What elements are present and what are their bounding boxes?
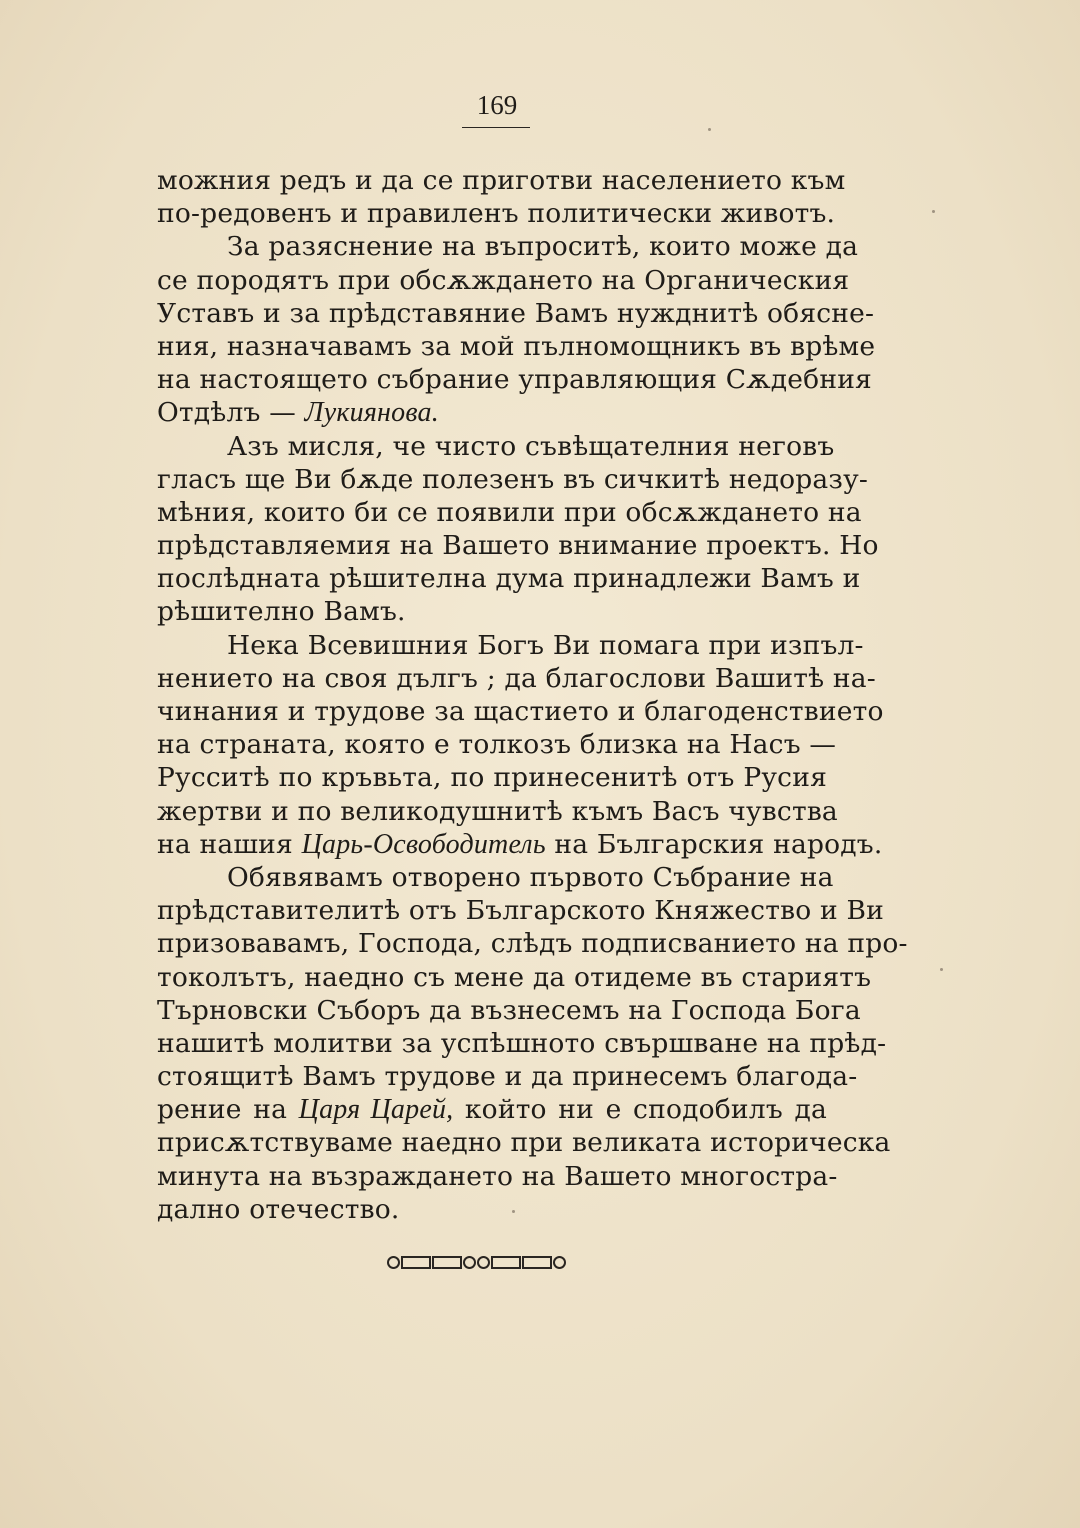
ornament-rect-icon — [522, 1256, 552, 1269]
text-line — [157, 994, 861, 1027]
text-run: прѣдставителитѣ отъ Българското Княжество и Ви — [157, 895, 884, 927]
text-run: жертви и по великодушнитѣ къмъ Васъ чувства — [157, 795, 838, 827]
text-line — [157, 761, 827, 794]
text-line — [157, 396, 827, 429]
text-line — [157, 230, 859, 263]
text-line — [157, 1060, 858, 1093]
page-number: 169 — [476, 90, 518, 120]
text-run: нашитѣ молитви за успѣшното свършване на прѣд- — [157, 1027, 887, 1059]
text-run: Отдѣлъ — — [157, 397, 305, 429]
paper-speck — [708, 128, 711, 131]
text-line — [157, 562, 861, 595]
text-line — [157, 795, 838, 828]
text-run: прѣдставляемия на Вашето внимание проектъ. Но — [157, 530, 879, 562]
text-line — [157, 330, 876, 363]
text-line — [157, 1093, 827, 1126]
text-line — [157, 927, 908, 960]
text-run: Обявявамъ отворено първото Събрание на — [227, 861, 834, 893]
text-run: по-редовенъ и правиленъ политически животъ. — [157, 198, 836, 230]
text-line — [157, 164, 846, 197]
text-line — [157, 695, 884, 728]
ornament-rect-icon — [432, 1256, 462, 1269]
text-line — [157, 297, 875, 330]
text-line — [157, 728, 837, 761]
italic-text-run: Царь-Освободитель — [301, 828, 546, 860]
text-line — [157, 197, 836, 230]
text-run: дално отечество. — [157, 1193, 400, 1225]
text-run: Търновски Съборъ да възнесемъ на Господа Бога — [157, 994, 861, 1026]
text-run: послѣдната рѣшителна дума принадлежи Вамъ и — [157, 563, 861, 595]
text-run: рѣшително Вамъ. — [157, 596, 406, 628]
text-run: минута на възраждането на Вашето многостра- — [157, 1160, 838, 1192]
italic-text-run: Царя Царей, — [298, 1094, 454, 1126]
ornament-circle-icon — [387, 1256, 400, 1269]
text-line — [157, 629, 864, 662]
text-line — [157, 1160, 838, 1193]
paper-speck — [512, 1210, 515, 1213]
ornament-circle-icon — [553, 1256, 566, 1269]
text-line — [157, 595, 827, 628]
text-run: на настоящето събрание управляющия Сѫдебния — [157, 364, 872, 396]
text-run: мѣния, които би се появили при обсѫждането на — [157, 496, 862, 528]
text-line — [157, 861, 834, 894]
ornament-rect-icon — [491, 1256, 521, 1269]
text-run: се породятъ при обсѫждането на Органическия — [157, 264, 850, 296]
text-run: гласъ ще Ви бѫде полезенъ въ сичкитѣ недоразу- — [157, 463, 869, 495]
paper-speck — [940, 968, 943, 971]
text-run: който ни е сподобилъ да — [453, 1094, 827, 1126]
text-line — [157, 662, 876, 695]
body-text — [157, 164, 908, 1226]
text-run: ния, назначавамъ за мой пълномощникъ въ врѣме — [157, 330, 876, 362]
text-line — [157, 1027, 887, 1060]
ornament-circle-icon — [463, 1256, 476, 1269]
text-line — [157, 894, 884, 927]
text-run: рение на — [157, 1094, 299, 1126]
text-line — [157, 961, 872, 994]
text-line — [157, 1126, 891, 1159]
end-ornament — [387, 1251, 587, 1273]
text-run: Нека Всевишния Богъ Ви помага при изпъл- — [227, 629, 864, 661]
text-run: За разяснение на въпроситѣ, които може да — [227, 231, 859, 263]
text-line — [157, 828, 883, 861]
ornament-circle-icon — [477, 1256, 490, 1269]
text-run: токолътъ, наедно съ мене да отидеме въ стариятъ — [157, 961, 872, 993]
text-run: призовавамъ, Господа, слѣдъ подписванието на про- — [157, 928, 908, 960]
page-number-rule — [462, 127, 530, 128]
text-line — [157, 463, 869, 496]
text-run: Азъ мисля, че чисто съвѣщателния неговъ — [227, 430, 835, 462]
text-run: Русситѣ по кръвьта, по принесенитѣ отъ Русия — [157, 762, 827, 794]
text-line — [157, 496, 862, 529]
text-line — [157, 264, 850, 297]
ornament-rect-icon — [401, 1256, 431, 1269]
text-run: на страната, която е толкозъ близка на Насъ — — [157, 729, 837, 761]
text-run: на нашия — [157, 828, 302, 860]
text-run: можния редъ и да се приготви населението към — [157, 165, 846, 196]
italic-text-run: Лукиянова. — [304, 397, 439, 429]
text-run: Уставъ и за прѣдставяние Вамъ нужднитѣ обясне- — [157, 297, 875, 329]
text-run: нението на своя дългъ ; да благослови Вашитѣ на- — [157, 662, 876, 694]
text-run: на Българския народъ. — [545, 828, 883, 860]
text-run: чинания и трудове за щастието и благоденствието — [157, 696, 884, 727]
text-line — [157, 363, 872, 396]
text-line — [157, 1193, 827, 1226]
text-line — [157, 529, 879, 562]
paper-speck — [932, 210, 935, 213]
text-line — [157, 430, 835, 463]
text-run: присѫтствуваме наедно при великата историческа — [157, 1127, 891, 1159]
text-run: стоящитѣ Вамъ трудове и да принесемъ благода- — [157, 1061, 858, 1093]
